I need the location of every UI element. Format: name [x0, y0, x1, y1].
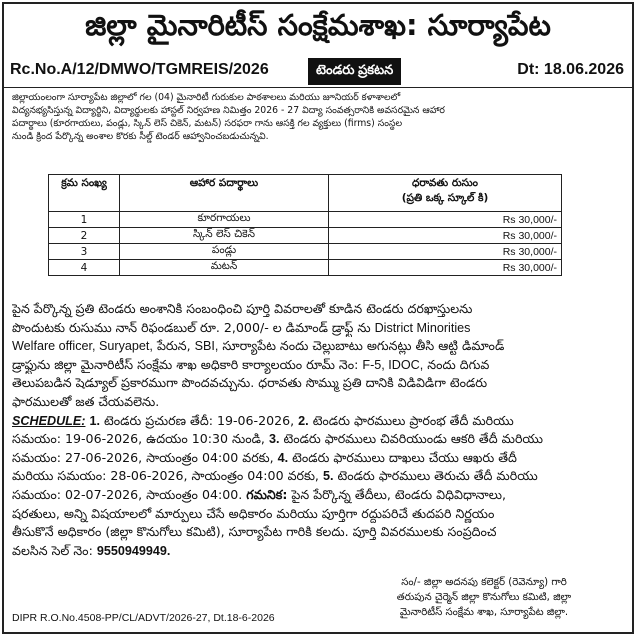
- reference-row: [10, 58, 626, 84]
- row-item: కూరగాయలు: [120, 212, 329, 228]
- body-text: టెండరు ఫారములు చివరియుండు ఆకరి తేదీ మరియు: [283, 431, 543, 447]
- signature-line: మైనారిటీస్ సంక్షేమ శాఖ, సూర్యాపేట జిల్లా.: [399, 607, 569, 618]
- schedule-num: 5.: [322, 469, 334, 484]
- row-amount: Rs 30,000/-: [329, 260, 562, 276]
- row-amount: Rs 30,000/-: [329, 212, 562, 228]
- intro-line: పదార్థాలు (కూరగాయలు, పండ్లు, స్కిన్ లెస్ చికెన్, మటన్) సరఫరా గాను ఆసక్తి గల వ్యక్తులు (firms) సంస్థల: [12, 118, 403, 129]
- note-label: గమనిక:: [246, 486, 288, 502]
- schedule-line: [12, 430, 624, 449]
- phone-number: 9550949949.: [96, 543, 171, 558]
- schedule-num: 1.: [89, 413, 100, 428]
- body-line: [12, 356, 624, 375]
- body-text: టెండరు ఫారములు తెరుచు తేదీ మరియు: [337, 468, 538, 484]
- table-row: [49, 260, 562, 276]
- signature-line: తరుపున చైర్మెన్ జిల్లా కొనుగోలు కమిటి, జిల్లా: [396, 592, 572, 603]
- intro-line: విద్యనభ్యసిస్తున్న విద్యార్థిని, విద్యార్థులకు హాస్టల్ నిర్వహణ నిమిత్తం 2026 - 27 విద్యా సంవత్సరానికి అవసరమైన ఆహార: [12, 105, 445, 116]
- intro-line: జిల్లాయంలంగా సూర్యాపేట జిల్లాలో గల (04) మైనారిటీ గురుకుల పాఠశాలలు మరియు జూనియర్ కళాశాలలో: [12, 92, 401, 103]
- col-deposit-subtitle: (ప్రతి ఒక్క స్కూల్ కి): [401, 192, 489, 204]
- schedule-num: 4.: [277, 450, 289, 465]
- body-line: [12, 319, 624, 338]
- body-text: టెండరు ఫారములు దాఖలు చేయు ఆఖరు తేదీ: [292, 449, 517, 465]
- body-line: షరతులు, అన్ని విషయాలలో మార్పులు చేసే అధికారం మరియు పూర్తిగా రద్దుపరిచే తుదపరి నిర్ణయం: [12, 505, 495, 521]
- body-text: పేరున,: [156, 338, 191, 354]
- schedule-line: [12, 486, 624, 505]
- row-item: స్కిన్ లెస్ చికెన్: [120, 228, 329, 244]
- schedule-line: [12, 449, 624, 468]
- reference-number: Rc.No.A/12/DMWO/TGMREIS/2026: [10, 61, 269, 78]
- tender-notice-badge: టెండరు ప్రకటన: [308, 58, 401, 85]
- table-header-row: [49, 175, 562, 212]
- row-item: మటన్: [120, 260, 329, 276]
- room-number: F-5, IDOC,: [362, 357, 424, 372]
- body-line: తెలుపబడిన షెడ్యూల్ ప్రకారముగా పొందవచ్చును. ధరావతు సొమ్ము ప్రతి దానికి విడివిడిగా టెండరు: [12, 375, 488, 391]
- body-line: [12, 337, 624, 356]
- notice-frame: [2, 2, 634, 634]
- body-line: [12, 542, 624, 561]
- col-food-items: ఆహార పదార్థాలు: [120, 175, 329, 212]
- body-text: డ్రాఫ్టును జిల్లా మైనారిటీస్ సంక్షేమ శాఖ అధికారి కార్యాలయం రూమ్ నెం:: [12, 356, 359, 372]
- schedule-line: [12, 412, 624, 431]
- body-text: సమయం: 27-06-2026, సాయంత్రం 04:00 వరకు,: [12, 449, 274, 465]
- row-sno: 2: [49, 228, 120, 244]
- intro-paragraph: [12, 91, 624, 143]
- body-line: తీసుకొనే అధికారం (జిల్లా కొనుగోలు కమిటి), సూర్యాపేట గారికి కలదు. పూర్తి వివరములకు సంప్రదించ: [12, 524, 497, 540]
- body-text: పొందుటకు రుసుము నాన్ రిఫండబుల్ రూ. 2,000/- ల డిమాండ్ డ్రాఫ్ట్ ను: [12, 319, 371, 335]
- body-text: వలసిన సెల్ నెం:: [12, 542, 93, 558]
- body-text: టెండరు ప్రచురణ తేదీ: 19-06-2026,: [104, 412, 295, 428]
- divider: [4, 87, 632, 88]
- schedule-num: 2.: [298, 413, 309, 428]
- notice-body: [12, 300, 624, 560]
- body-text: పైన పేర్కొన్న తేదీలు, టెండరు విధివిధానాలు,: [291, 486, 507, 502]
- tender-items-table: [48, 174, 562, 276]
- schedule-num: 3.: [268, 432, 280, 447]
- payee-name: District Minorities: [374, 320, 471, 335]
- row-sno: 3: [49, 244, 120, 260]
- row-amount: Rs 30,000/-: [329, 244, 562, 260]
- row-sno: 1: [49, 212, 120, 228]
- body-line: పైన పేర్కొన్న ప్రతి టెండరు అంశానికి సంబంధించి పూర్తి వివరాలతో కూడిన టెండరు దరఖాస్తులను: [12, 301, 473, 316]
- col-serial-number: క్రమ సంఖ్య: [49, 175, 120, 212]
- row-sno: 4: [49, 260, 120, 276]
- col-deposit-amount: [329, 175, 562, 212]
- schedule-label: SCHEDULE:: [12, 413, 86, 428]
- payee-name-cont: Welfare officer, Suryapet,: [12, 339, 153, 354]
- schedule-line: [12, 467, 624, 486]
- intro-line: నుండి క్రింద పేర్కొన్న అంశాల కొరకు సీల్డ్ టెండర్ ఆహ్వానించబడుచున్నవి.: [12, 131, 269, 142]
- body-text: సూర్యాపేట నందు చెల్లుబాటు అగునట్లు తీసి ఆట్టి డిమాండ్: [222, 338, 505, 354]
- body-text: నందు దిగువ: [427, 356, 490, 372]
- bank-name: SBI,: [194, 339, 219, 354]
- table-row: [49, 244, 562, 260]
- body-line: ఫారములతో జత చేయవలెను.: [12, 393, 160, 409]
- body-text: టెండరు ఫారములు ప్రారంభ తేదీ మరియు: [312, 412, 514, 428]
- table-row: [49, 228, 562, 244]
- body-text: మరియు సమయం: 28-06-2026, సాయంత్రం 04:00 వరకు,: [12, 468, 319, 484]
- signature-line: సం/- జిల్లా అదనపు కలెక్టర్ (రెవెన్యూ) గారి: [401, 577, 567, 588]
- signature-block: [334, 575, 634, 620]
- table-row: [49, 212, 562, 228]
- col-deposit-title: ధరావతు రుసుం: [411, 177, 479, 189]
- body-text: సమయం: 19-06-2026, ఉదయం 10:30 నుండి,: [12, 431, 265, 447]
- notice-title: జిల్లా మైనారిటీస్ సంక్షేమశాఖ: సూర్యాపేట: [85, 8, 551, 42]
- dipr-reference: DIPR R.O.No.4508-PP/CL/ADVT/2026-27, Dt.18-6-2026: [12, 612, 275, 624]
- row-amount: Rs 30,000/-: [329, 228, 562, 244]
- row-item: పండ్లు: [120, 244, 329, 260]
- notice-date: Dt: 18.06.2026: [517, 61, 624, 78]
- body-text: సమయం: 02-07-2026, సాయంత్రం 04:00.: [12, 486, 243, 502]
